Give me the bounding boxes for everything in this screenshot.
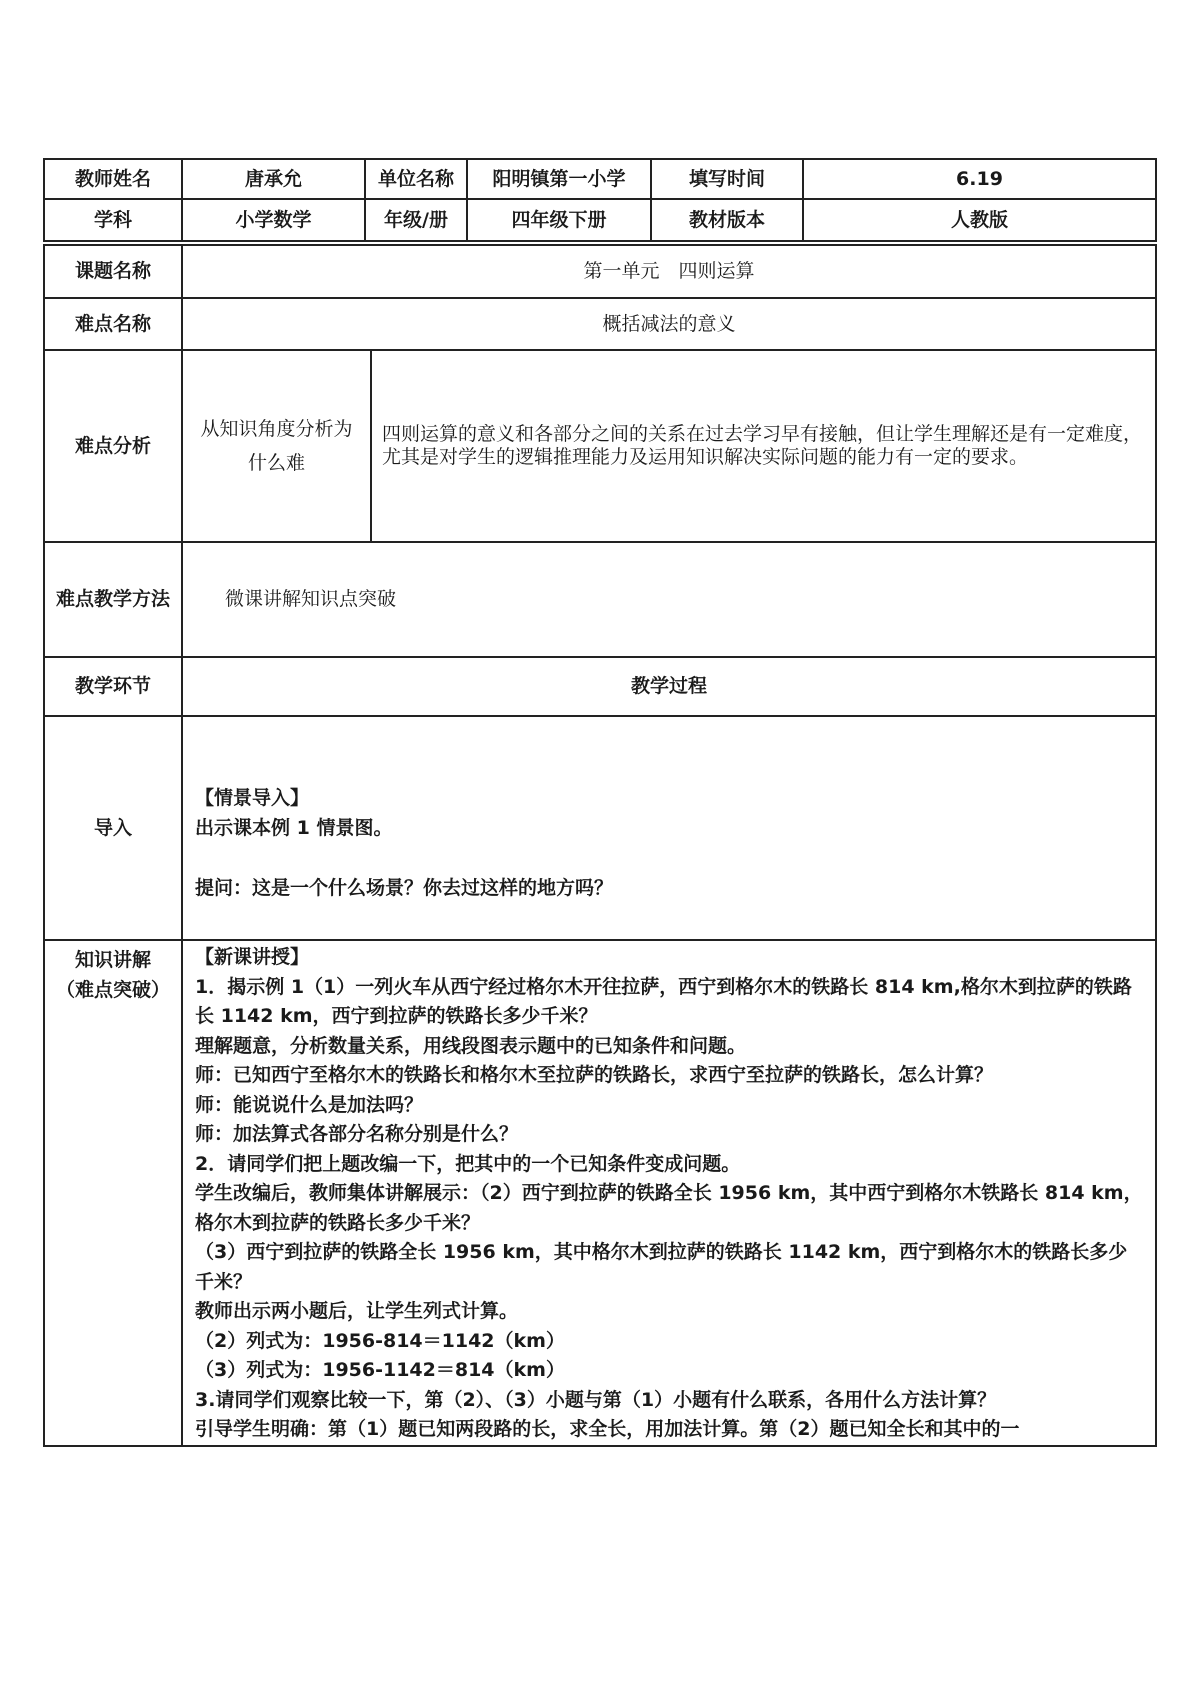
teacher-name-label: 教师姓名 [44, 159, 182, 199]
grade-label: 年级/册 [365, 199, 467, 241]
knowledge-label-line2: （难点突破） [55, 979, 170, 1001]
fill-time-value: 6.19 [803, 159, 1156, 199]
knowledge-label-line1: 知识讲解 [74, 949, 151, 971]
knowledge-line: 师：能说说什么是加法吗？ [195, 1093, 424, 1116]
intro-label: 导入 [44, 716, 182, 940]
fill-time-label: 填写时间 [651, 159, 803, 199]
analysis-text: 四则运算的意义和各部分之间的关系在过去学习早有接触，但让学生理解还是有一定难度，尤其是对学生的逻辑推理能力及运用知识解决实际问题的能力有一定的要求。 [371, 350, 1156, 542]
knowledge-line: 3.请同学们观察比较一下，第（2）、（3）小题与第（1）小题有什么联系，各用什么方法计算？ [195, 1388, 997, 1411]
subject-label: 学科 [44, 199, 182, 241]
topic-label: 课题名称 [44, 245, 182, 298]
analysis-label: 难点分析 [44, 350, 182, 542]
knowledge-line: 学生改编后，教师集体讲解展示：（2）西宁到拉萨的铁路全长 1956 km，其中西宁到格尔木铁路长 814 km，格尔木到拉萨的铁路长多少千米？ [195, 1182, 1143, 1234]
method-value: 微课讲解知识点突破 [182, 542, 1156, 657]
intro-content [182, 716, 1156, 940]
intro-line: 出示课本例 1 情景图。 [195, 817, 393, 839]
intro-line [195, 843, 1143, 873]
knowledge-line: （3）西宁到拉萨的铁路全长 1956 km，其中格尔木到拉萨的铁路长 1142 km，西宁到格尔木的铁路长多少千米？ [195, 1241, 1128, 1293]
knowledge-line: 理解题意，分析数量关系，用线段图表示题中的已知条件和问题。 [195, 1034, 747, 1057]
process-section-title: 教学过程 [182, 657, 1156, 716]
knowledge-line: （2）列式为：1956-814＝1142（km） [195, 1329, 565, 1352]
topic-value: 第一单元 四则运算 [182, 245, 1156, 298]
difficulty-value: 概括减法的意义 [182, 298, 1156, 350]
knowledge-content [182, 940, 1156, 1446]
edition-value: 人教版 [803, 199, 1156, 241]
knowledge-line: 2．请同学们把上题改编一下，把其中的一个已知条件变成问题。 [195, 1152, 741, 1175]
knowledge-line: （3）列式为：1956-1142＝814（km） [195, 1359, 565, 1381]
lesson-plan-document [43, 158, 1155, 1447]
header-info-table [43, 158, 1157, 242]
knowledge-line: 引导学生明确：第（1）题已知两段路的长，求全长，用加法计算。第（2）题已知全长和其中的一 [195, 1418, 1020, 1440]
subject-value: 小学数学 [182, 199, 365, 241]
lesson-body-table [43, 244, 1157, 1447]
knowledge-line: 【新课讲授】 [195, 946, 310, 968]
edition-label: 教材版本 [651, 199, 803, 241]
knowledge-line: 师：加法算式各部分名称分别是什么？ [195, 1123, 519, 1145]
knowledge-line: 教师出示两小题后，让学生列式计算。 [195, 1300, 519, 1322]
knowledge-line: 1．揭示例 1（1）一列火车从西宁经过格尔木开往拉萨，西宁到格尔木的铁路长 814 km,格尔木到拉萨的铁路长 1142 km，西宁到拉萨的铁路长多少千米？ [195, 975, 1132, 1027]
unit-name-value: 阳明镇第一小学 [467, 159, 651, 199]
intro-line: 提问：这是一个什么场景？你去过这样的地方吗？ [195, 877, 614, 899]
process-section-label: 教学环节 [44, 657, 182, 716]
unit-name-label: 单位名称 [365, 159, 467, 199]
teacher-name-value: 唐承允 [182, 159, 365, 199]
method-label: 难点教学方法 [44, 542, 182, 657]
knowledge-label [44, 940, 182, 1446]
knowledge-line: 师：已知西宁至格尔木的铁路长和格尔木至拉萨的铁路长，求西宁至拉萨的铁路长，怎么计算？ [195, 1064, 994, 1086]
grade-value: 四年级下册 [467, 199, 651, 241]
analysis-sub-label: 从知识角度分析为什么难 [182, 350, 371, 542]
difficulty-label: 难点名称 [44, 298, 182, 350]
intro-line: 【情景导入】 [195, 787, 310, 809]
